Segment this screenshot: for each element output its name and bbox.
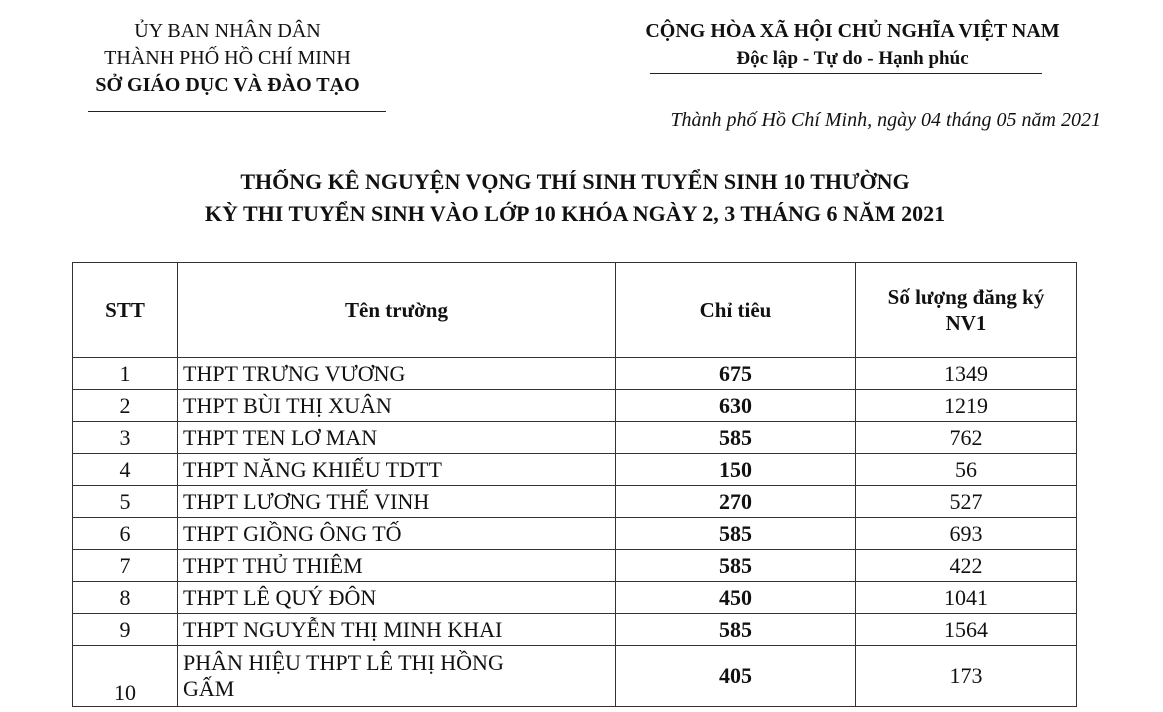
row-stt: 4 xyxy=(73,454,178,486)
row-school-name: THPT GIỒNG ÔNG TỐ xyxy=(178,518,616,550)
row-school-name: THPT TEN LƠ MAN xyxy=(178,422,616,454)
agency-department: SỞ GIÁO DỤC VÀ ĐÀO TẠO xyxy=(95,74,360,96)
row-stt: 2 xyxy=(73,390,178,422)
header-school-name: Tên trường xyxy=(178,263,616,358)
row-stt: 5 xyxy=(73,486,178,518)
row-stt: 3 xyxy=(73,422,178,454)
row-stt: 10 xyxy=(73,646,178,707)
agency-line-2: THÀNH PHỐ HỒ CHÍ MINH xyxy=(104,47,351,69)
header-count-line-2: NV1 xyxy=(945,311,987,335)
row-school-name-line-2: GẤM xyxy=(183,676,235,701)
motto-underline xyxy=(650,73,1042,74)
row-school-name: THPT LƯƠNG THẾ VINH xyxy=(178,486,616,518)
row-stt: 6 xyxy=(73,518,178,550)
title-line-1: THỐNG KÊ NGUYỆN VỌNG THÍ SINH TUYỂN SINH 10 THƯỜNG xyxy=(240,169,910,194)
agency-underline xyxy=(88,111,386,112)
row-school-name: THPT TRƯNG VƯƠNG xyxy=(178,358,616,390)
header-stt: STT xyxy=(73,263,178,358)
header-registration-count xyxy=(856,263,1077,358)
row-registration-count: 422 xyxy=(856,550,1077,582)
row-registration-count: 1564 xyxy=(856,614,1077,646)
table-row xyxy=(73,358,1077,390)
table-header-row xyxy=(73,263,1077,358)
row-quota: 585 xyxy=(616,550,856,582)
row-quota: 270 xyxy=(616,486,856,518)
national-title: CỘNG HÒA XÃ HỘI CHỦ NGHĨA VIỆT NAM xyxy=(645,20,1060,42)
document-title xyxy=(0,166,1150,230)
row-stt: 1 xyxy=(73,358,178,390)
table-row xyxy=(73,582,1077,614)
row-quota: 150 xyxy=(616,454,856,486)
row-school-name-line-1: PHÂN HIỆU THPT LÊ THỊ HỒNG xyxy=(183,650,504,675)
table-row xyxy=(73,518,1077,550)
row-school-name: THPT NĂNG KHIẾU TDTT xyxy=(178,454,616,486)
row-quota: 630 xyxy=(616,390,856,422)
row-registration-count: 762 xyxy=(856,422,1077,454)
row-registration-count: 1349 xyxy=(856,358,1077,390)
table-row xyxy=(73,486,1077,518)
row-registration-count: 173 xyxy=(856,646,1077,707)
national-motto: Độc lập - Tự do - Hạnh phúc xyxy=(736,48,969,69)
table-row xyxy=(73,390,1077,422)
row-registration-count: 527 xyxy=(856,486,1077,518)
row-stt: 9 xyxy=(73,614,178,646)
row-school-name: THPT NGUYỄN THỊ MINH KHAI xyxy=(178,614,616,646)
table-row xyxy=(73,550,1077,582)
row-registration-count: 1219 xyxy=(856,390,1077,422)
table-row xyxy=(73,646,1077,707)
row-registration-count: 1041 xyxy=(856,582,1077,614)
row-registration-count: 56 xyxy=(856,454,1077,486)
title-line-2: KỲ THI TUYỂN SINH VÀO LỚP 10 KHÓA NGÀY 2, 3 THÁNG 6 NĂM 2021 xyxy=(204,201,946,226)
row-school-name: THPT THỦ THIÊM xyxy=(178,550,616,582)
row-quota: 585 xyxy=(616,518,856,550)
row-quota: 585 xyxy=(616,614,856,646)
row-stt: 8 xyxy=(73,582,178,614)
row-quota: 675 xyxy=(616,358,856,390)
document-date: Thành phố Hồ Chí Minh, ngày 04 tháng 05 năm 2021 xyxy=(670,109,1101,131)
row-quota: 405 xyxy=(616,646,856,707)
agency-line-1: ỦY BAN NHÂN DÂN xyxy=(134,20,321,42)
table-row xyxy=(73,454,1077,486)
row-quota: 585 xyxy=(616,422,856,454)
header-count-line-1: Số lượng đăng ký xyxy=(887,285,1045,309)
row-registration-count: 693 xyxy=(856,518,1077,550)
registration-table xyxy=(72,262,1077,707)
national-header xyxy=(600,18,1105,72)
header-quota: Chỉ tiêu xyxy=(616,263,856,358)
row-stt: 7 xyxy=(73,550,178,582)
issuing-agency-header xyxy=(60,18,395,99)
table-row xyxy=(73,614,1077,646)
table-row xyxy=(73,422,1077,454)
row-school-name xyxy=(178,646,616,707)
row-quota: 450 xyxy=(616,582,856,614)
row-school-name: THPT BÙI THỊ XUÂN xyxy=(178,390,616,422)
row-school-name: THPT LÊ QUÝ ĐÔN xyxy=(178,582,616,614)
